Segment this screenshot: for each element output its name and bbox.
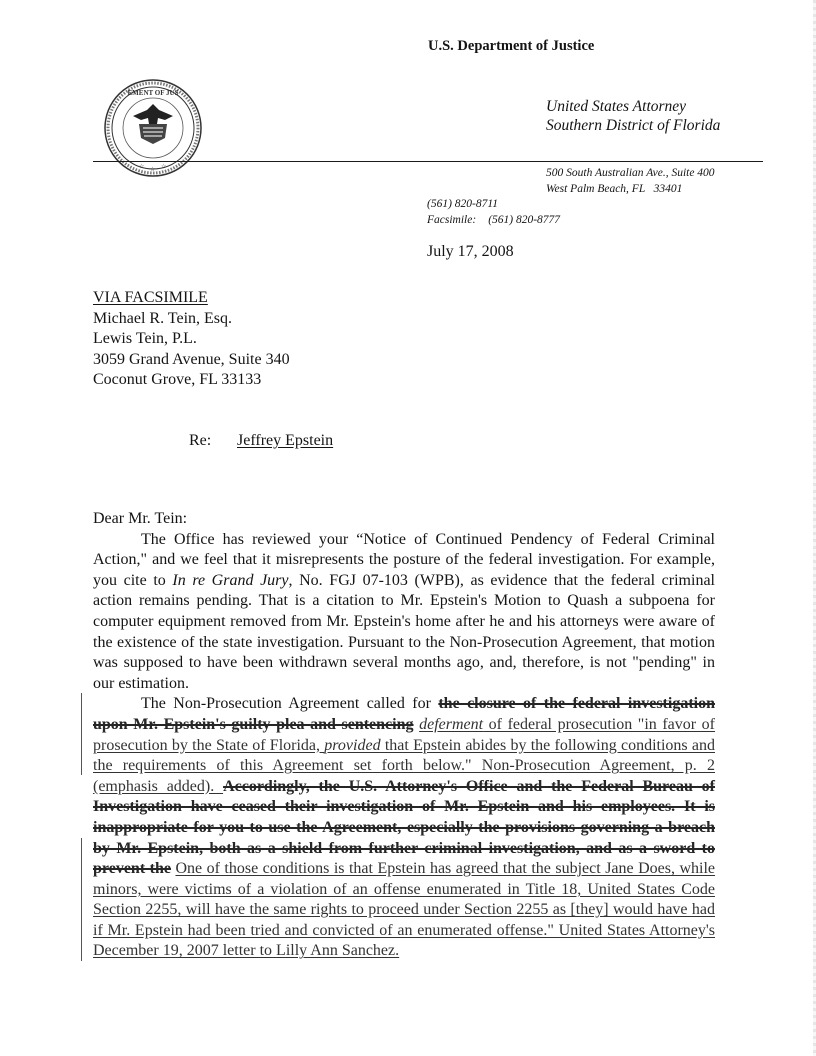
fax-label: Facsimile: (427, 213, 477, 226)
change-bar (81, 838, 82, 961)
paragraph-1-text: The Office has reviewed your “Notice of Continued Pendency of Federal Criminal Action," and we feel that it misrepresents the posture of the federal investigation. For example, you cite to (93, 530, 715, 589)
agency-name: U.S. Department of Justice (428, 38, 595, 54)
letterhead-rule (93, 161, 763, 162)
delivery-method: VIA FACSIMILE (93, 289, 208, 306)
svg-text:☆: ☆ (139, 164, 145, 170)
paragraph-1-text-cont: , No. FGJ 07-103 (WPB), as evidence that the federal criminal action remains pending. That is a citation to Mr. Epstein's Motion to Quash a subpoena for computer equipment removed from Mr. Epstein's home after he and his attorneys were aware of the existence of the state investigation. Pursuant to the Non-Prosecution Agreement, that motion was supposed to have been withdrawn several months ago, and, therefore, is not "pending" in our estimation. (93, 571, 715, 692)
re-subject: Jeffrey Epstein (237, 432, 334, 449)
paragraph-2 (93, 694, 715, 962)
svg-text:EMENT OF JUS: EMENT OF JUS (127, 89, 179, 97)
fax-number: (561) 820-8777 (488, 213, 561, 226)
recipient-street: 3059 Grand Avenue, Suite 340 (93, 350, 290, 368)
inserted-text-2: One of those conditions is that Epstein has agreed that the subject Jane Does, while minors, were victims of a violation of an offense enumerated in Title 18, United States Code Section 2255, will have the same rights to proceed under Section 2255 as [they] would have had if Mr. Epstein had been tried and convicted of an enumerated offense." United States Attorney's December 19, 2007 letter to Lilly Ann Sanchez. (93, 860, 716, 960)
inserted-italic: deferment (419, 715, 484, 733)
recipient-firm: Lewis Tein, P.L. (93, 330, 197, 347)
salutation: Dear Mr. Tein: (93, 510, 188, 527)
office-block (546, 97, 720, 135)
office-title: United States Attorney (546, 98, 687, 115)
letter-date: July 17, 2008 (427, 243, 514, 260)
paragraph-2-lead: The Non-Prosecution Agreement called for (141, 695, 439, 713)
recipient-name: Michael R. Tein, Esq. (93, 309, 233, 327)
inserted-text-a: of federal prosecution "in favor of prosecution by the State of Florida, (93, 715, 716, 754)
recipient-city: Coconut Grove, FL 33133 (93, 371, 262, 388)
recipient-block (93, 288, 290, 391)
address-street: 500 South Australian Ave., Suite 400 (546, 167, 715, 179)
address-city: West Palm Beach, FL 33401 (546, 182, 683, 195)
svg-text:☆: ☆ (161, 164, 167, 170)
doj-seal-icon (103, 78, 203, 180)
change-bar (81, 693, 82, 775)
paragraph-1 (93, 530, 715, 695)
deleted-text: the closure of the federal investigation upon Mr. Epstein's guilty plea and sentencing (93, 695, 715, 733)
re-label: Re: (189, 432, 212, 449)
office-district: Southern District of Florida (546, 117, 721, 134)
svg-text:☆: ☆ (150, 167, 156, 173)
deleted-text-2: Accordingly, the U.S. Attorney's Office and the Federal Bureau of Investigation have ceased their investigation of Mr. Epstein and his employees. It is inappropriate for you to use the Agreement, especially the provisions governing a breach by Mr. Epstein, both as a shield from further criminal investigation, and as a sword to prevent the (93, 777, 716, 878)
case-citation: In re Grand Jury (172, 571, 289, 589)
inserted-italic-2: provided (324, 736, 381, 754)
fax-line (427, 213, 560, 229)
contact-numbers (427, 197, 560, 228)
office-address (546, 166, 715, 197)
letter-body (93, 509, 715, 962)
re-line (189, 432, 333, 450)
phone-number: (561) 820-8711 (427, 198, 499, 210)
inserted-text-b: that Epstein abides by the following conditions and the requirements of this Agreement set forth below." Non-Prosecution Agreement, p. 2 (emphasis added). (93, 736, 716, 795)
